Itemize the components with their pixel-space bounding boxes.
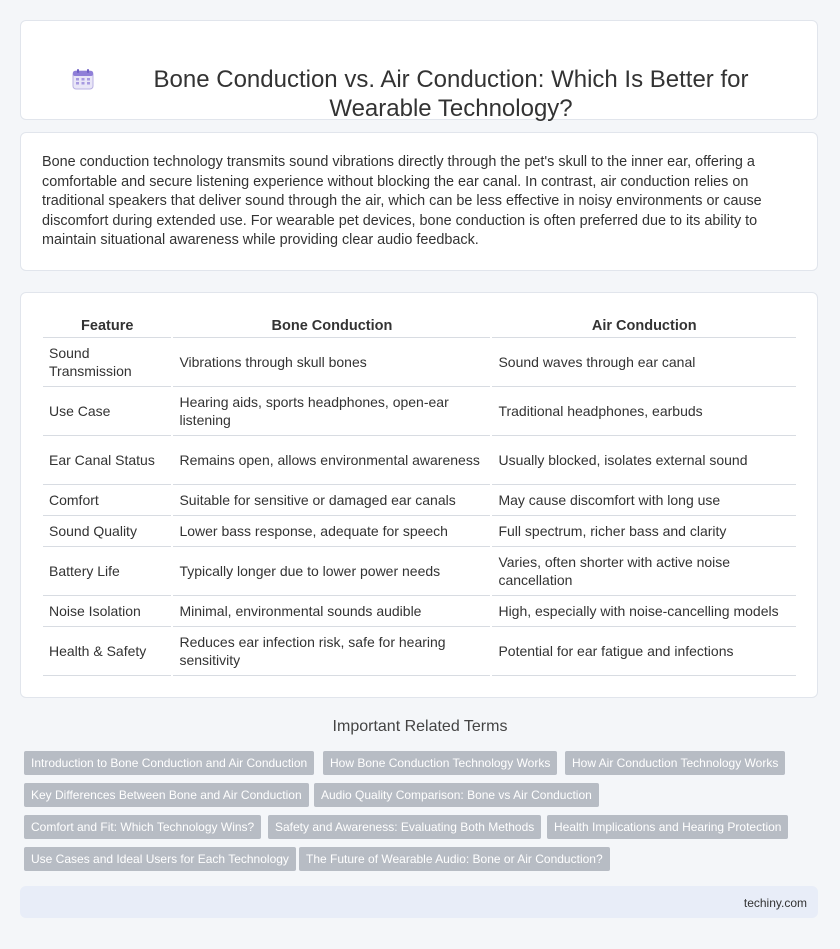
term-tag[interactable]: Comfort and Fit: Which Technology Wins? bbox=[24, 815, 261, 839]
feature-cell: Health & Safety bbox=[43, 627, 171, 676]
air-cell: High, especially with noise-cancelling models bbox=[492, 596, 796, 627]
calendar-icon bbox=[71, 67, 95, 91]
term-tag[interactable]: How Bone Conduction Technology Works bbox=[323, 751, 557, 775]
table-row bbox=[43, 387, 796, 436]
bone-cell: Typically longer due to lower power needs bbox=[173, 547, 490, 596]
table-row bbox=[43, 596, 796, 627]
table-row bbox=[43, 485, 796, 516]
comparison-table-card bbox=[20, 292, 818, 698]
feature-cell: Noise Isolation bbox=[43, 596, 171, 627]
bone-cell: Vibrations through skull bones bbox=[173, 338, 490, 387]
bone-cell: Suitable for sensitive or damaged ear canals bbox=[173, 485, 490, 516]
table-row bbox=[43, 436, 796, 485]
term-tag[interactable]: The Future of Wearable Audio: Bone or Air Conduction? bbox=[299, 847, 610, 871]
air-cell: Full spectrum, richer bass and clarity bbox=[492, 516, 796, 547]
term-tag[interactable]: Key Differences Between Bone and Air Conduction bbox=[24, 783, 309, 807]
header-card bbox=[20, 20, 818, 120]
feature-cell: Battery Life bbox=[43, 547, 171, 596]
term-tag[interactable]: Health Implications and Hearing Protection bbox=[547, 815, 788, 839]
term-tag[interactable]: Use Cases and Ideal Users for Each Technology bbox=[24, 847, 296, 871]
table-header-row bbox=[43, 315, 796, 338]
table-row bbox=[43, 627, 796, 676]
table-row bbox=[43, 516, 796, 547]
intro-paragraph: Bone conduction technology transmits sound vibrations directly through the pet's skull to the inner ear, offering a comfortable and secure listening experience without blocking the ear canal. In contrast, air conduction relies on traditional speakers that deliver sound through the air, which can be less effective in noisy environments or cause discomfort during extended use. For wearable pet devices, bone conduction is often preferred due to its ability to maintain situational awareness while providing clear audio feedback. bbox=[42, 154, 762, 248]
air-cell: Potential for ear fatigue and infections bbox=[492, 627, 796, 676]
term-tag[interactable]: Audio Quality Comparison: Bone vs Air Conduction bbox=[314, 783, 599, 807]
comparison-table bbox=[41, 315, 798, 676]
page-title: Bone Conduction vs. Air Conduction: Which Is Better for Wearable Technology? bbox=[153, 66, 749, 122]
bone-cell: Minimal, environmental sounds audible bbox=[173, 596, 490, 627]
feature-cell: Sound Quality bbox=[43, 516, 171, 547]
footer bbox=[20, 886, 818, 918]
table-row bbox=[43, 547, 796, 596]
feature-cell: Ear Canal Status bbox=[43, 436, 171, 485]
bone-cell: Hearing aids, sports headphones, open-ear listening bbox=[173, 387, 490, 436]
term-tag[interactable]: Introduction to Bone Conduction and Air Conduction bbox=[24, 751, 314, 775]
header-bone-conduction: Bone Conduction bbox=[173, 315, 490, 338]
footer-site-link[interactable]: techiny.com bbox=[743, 896, 807, 910]
term-tag[interactable]: Safety and Awareness: Evaluating Both Methods bbox=[268, 815, 541, 839]
air-cell: Varies, often shorter with active noise cancellation bbox=[492, 547, 796, 596]
header-feature: Feature bbox=[43, 315, 171, 338]
bone-cell: Reduces ear infection risk, safe for hearing sensitivity bbox=[173, 627, 490, 676]
bone-cell: Remains open, allows environmental awareness bbox=[173, 436, 490, 485]
table-row bbox=[43, 338, 796, 387]
header-air-conduction: Air Conduction bbox=[492, 315, 796, 338]
feature-cell: Comfort bbox=[43, 485, 171, 516]
term-tag[interactable]: How Air Conduction Technology Works bbox=[565, 751, 785, 775]
air-cell: Traditional headphones, earbuds bbox=[492, 387, 796, 436]
bone-cell: Lower bass response, adequate for speech bbox=[173, 516, 490, 547]
air-cell: Sound waves through ear canal bbox=[492, 338, 796, 387]
feature-cell: Use Case bbox=[43, 387, 171, 436]
feature-cell: Sound Transmission bbox=[43, 338, 171, 387]
related-terms-heading: Important Related Terms bbox=[332, 718, 508, 735]
air-cell: May cause discomfort with long use bbox=[492, 485, 796, 516]
intro-card bbox=[20, 132, 818, 271]
air-cell: Usually blocked, isolates external sound bbox=[492, 436, 796, 485]
